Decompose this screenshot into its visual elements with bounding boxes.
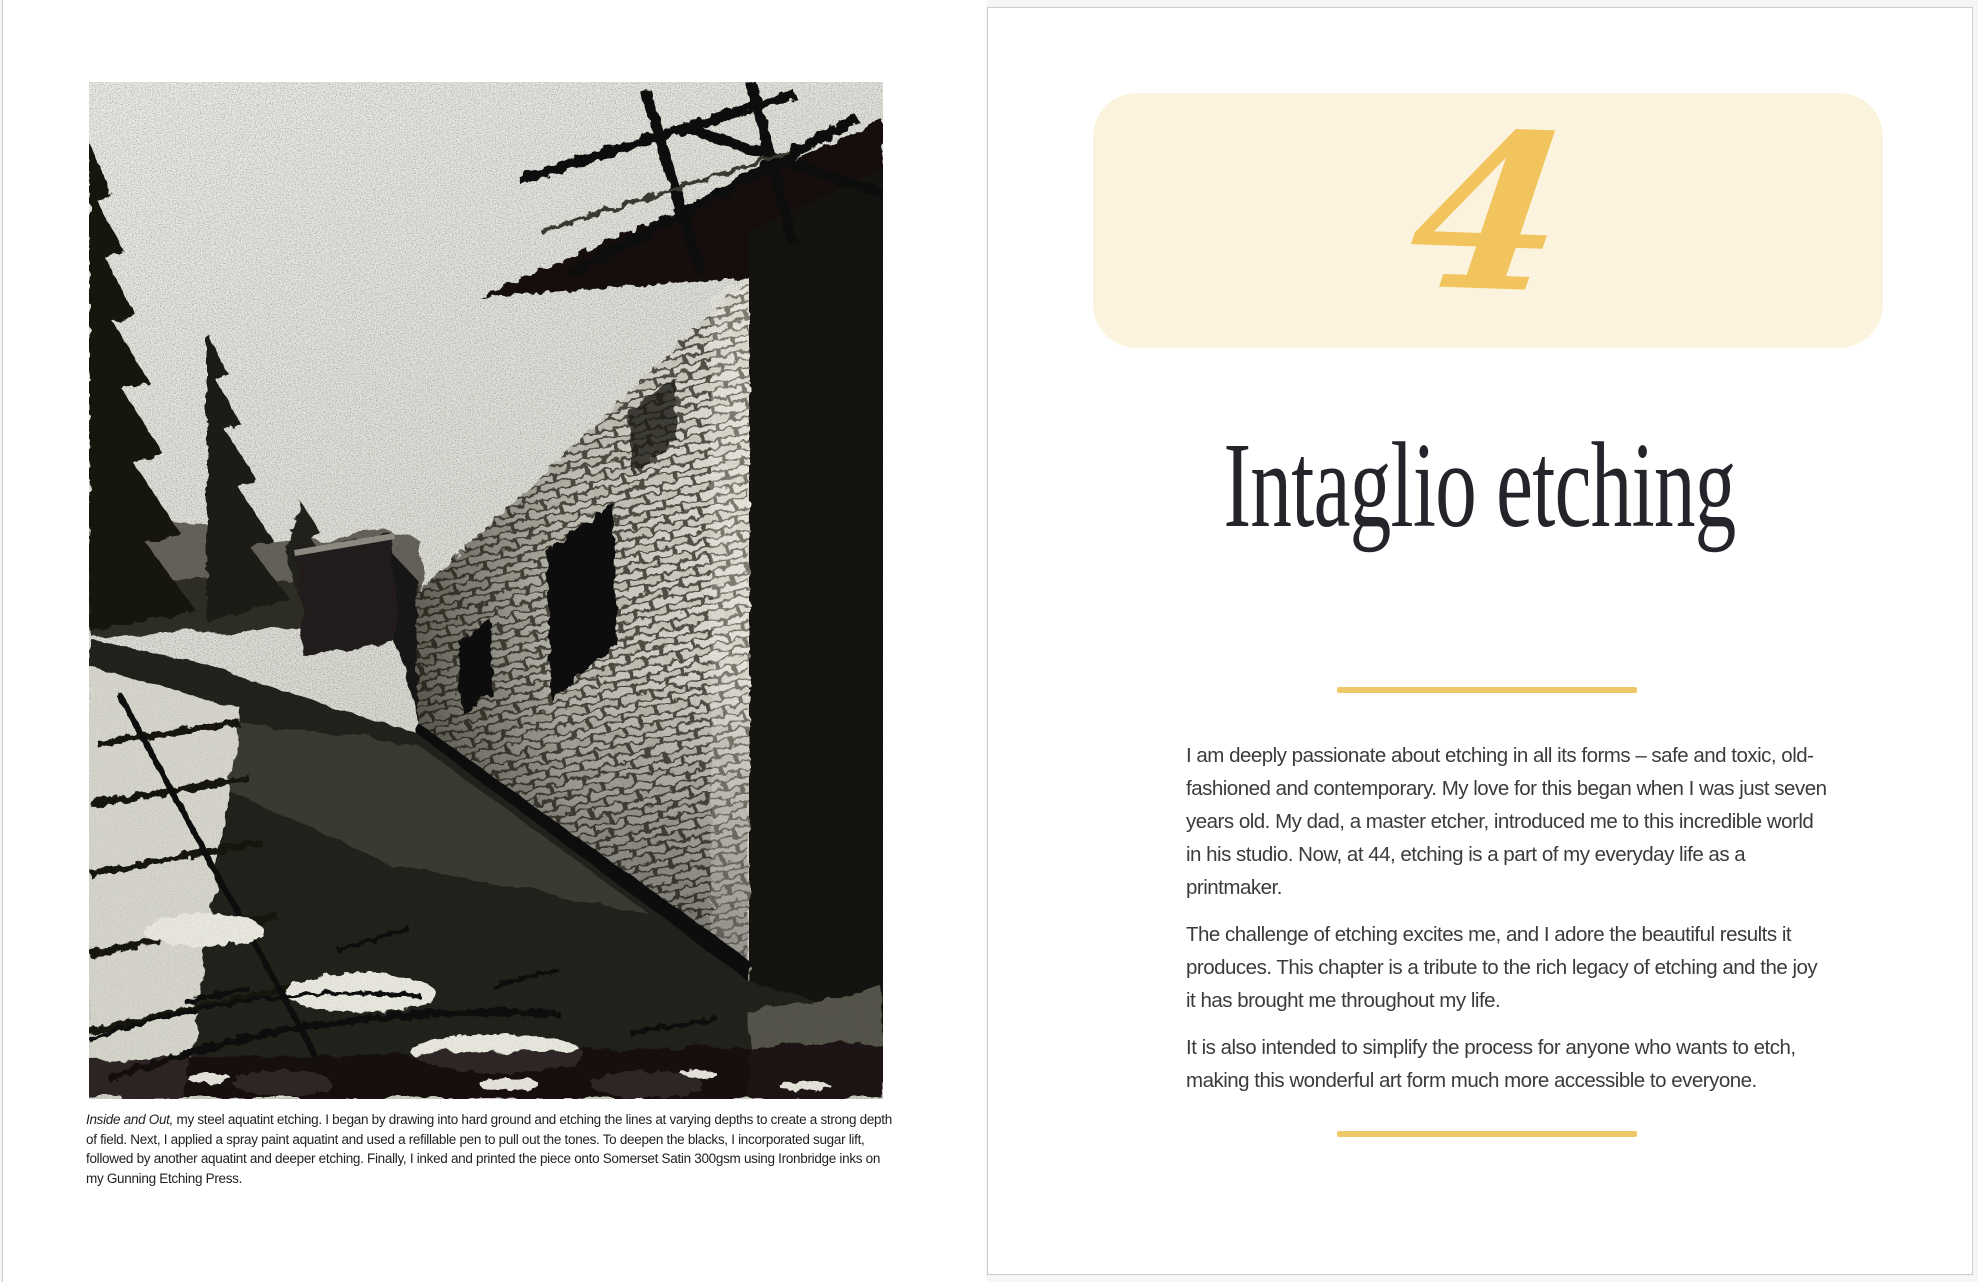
section-divider-top (1337, 687, 1637, 693)
right-page (987, 7, 1973, 1275)
chapter-number-box (1093, 83, 1883, 348)
etching-artwork (89, 82, 883, 1099)
intro-paragraph-1: I am deeply passionate about etching in all its forms – safe and toxic, old-fashioned and contemporary. My love for this began when I was just seven years old. My dad, a master etcher, introduced me to this incredible world in his studio. Now, at 44, etching is a part of my everyday life as a printmaker. (1186, 744, 1827, 899)
intro-paragraph-3: It is also intended to simplify the process for anyone who wants to etch, making this wonderful art form much more accessible to everyone. (1186, 1036, 1796, 1092)
section-divider-bottom (1337, 1131, 1637, 1137)
chapter-intro-text (1186, 739, 1828, 1111)
caption-text: my steel aquatint etching. I began by drawing into hard ground and etching the lines at varying depths to create a strong depth of field. Next, I applied a spray paint aquatint and used a refillable pen to pull out the tones. To deepen the blacks, I incorporated sugar lift, followed by another aquatint and deeper etching. Finally, I inked and printed the piece onto Somerset Satin 300gsm using Ironbridge inks on my Gunning Etching Press. (86, 1112, 892, 1186)
left-page (2, 0, 986, 1282)
artwork-caption (86, 1110, 894, 1188)
chapter-title (988, 418, 1972, 555)
chapter-title-text: Intaglio etching (1223, 418, 1737, 553)
etching-image (89, 82, 883, 1099)
caption-artwork-title: Inside and Out, (86, 1112, 174, 1127)
intro-paragraph-2: The challenge of etching excites me, and I adore the beautiful results it produces. This chapter is a tribute to the rich legacy of etching and the joy it has brought me throughout my life. (1186, 923, 1818, 1012)
chapter-number: 4 (1396, 83, 1582, 342)
